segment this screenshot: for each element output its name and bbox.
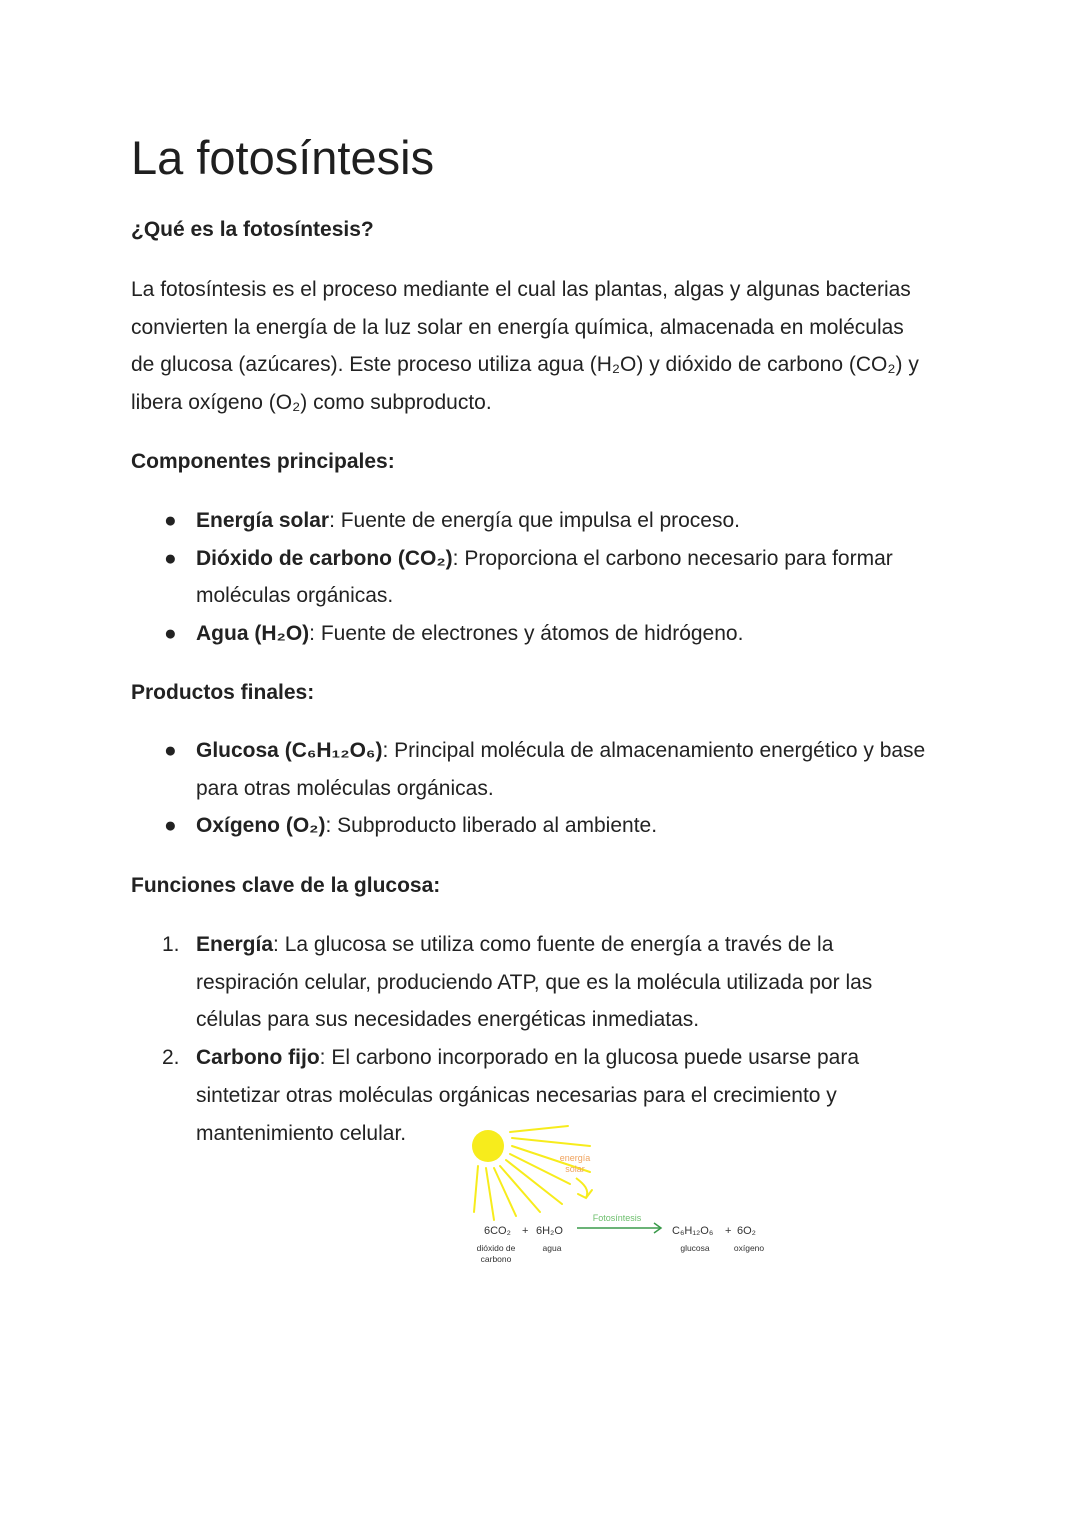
list-item — [131, 540, 961, 615]
item-text: moléculas orgánicas. — [196, 584, 394, 608]
heading-what-is: ¿Qué es la fotosíntesis? — [131, 218, 374, 241]
reactant-h2o: 6H₂O — [536, 1225, 563, 1237]
functions-list — [131, 926, 961, 1152]
process-label: Fotosíntesis — [592, 1213, 642, 1223]
page-title: La fotosíntesis — [131, 131, 435, 184]
item-term: Dióxido de carbono (CO₂) — [196, 546, 453, 570]
bullet-icon: ● — [164, 739, 177, 762]
list-number: 2. — [162, 1046, 180, 1070]
item-term: Oxígeno (O₂) — [196, 814, 326, 838]
item-term: Energía solar — [196, 509, 330, 532]
heading-components: Componentes principales: — [131, 450, 395, 473]
oxygen-name: oxígeno — [733, 1243, 765, 1253]
co2-name: dióxido de — [476, 1243, 516, 1253]
energy-arrow-head-icon — [578, 1190, 592, 1198]
intro-paragraph — [131, 271, 961, 422]
plus-sign: + — [522, 1225, 529, 1237]
item-text: : El carbono incorporado en la glucosa puede usarse para — [319, 1046, 860, 1070]
bullet-icon: ● — [164, 814, 177, 838]
reactant-co2: 6CO₂ — [484, 1225, 511, 1237]
sun-icon — [472, 1130, 504, 1162]
list-item — [131, 926, 961, 1039]
photosynthesis-diagram — [460, 1120, 780, 1270]
item-term: Glucosa (C₆H₁₂O₆) — [196, 739, 383, 762]
co2-name: carbono — [480, 1254, 512, 1264]
bullet-icon: ● — [164, 509, 177, 532]
plus-sign: + — [725, 1225, 732, 1237]
item-text: sintetizar otras moléculas orgánicas necesarias para el crecimiento y — [196, 1083, 837, 1107]
intro-line: de glucosa (azúcares). Este proceso utiliza agua (H₂O) y dióxido de carbono (CO₂) y — [131, 353, 919, 377]
item-text: : Principal molécula de almacenamiento energético y base — [382, 739, 926, 762]
item-text: : Fuente de electrones y átomos de hidrógeno. — [309, 622, 744, 646]
intro-line: convierten la energía de la luz solar en energía química, almacenada en moléculas — [131, 315, 904, 339]
components-list — [131, 502, 961, 653]
item-text: mantenimiento celular. — [196, 1121, 407, 1145]
bullet-icon: ● — [164, 546, 177, 570]
list-item — [131, 732, 961, 807]
products-list — [131, 732, 961, 845]
intro-line: La fotosíntesis es el proceso mediante el cual las plantas, algas y algunas bacterias — [131, 278, 911, 301]
item-text: : Subproducto liberado al ambiente. — [325, 814, 658, 838]
heading-functions: Funciones clave de la glucosa: — [131, 874, 441, 897]
item-term: Agua (H₂O) — [196, 622, 310, 646]
item-text: : La glucosa se utiliza como fuente de energía a través de la — [273, 933, 834, 956]
energy-label: solar — [565, 1164, 585, 1174]
item-text: respiración celular, produciendo ATP, que es la molécula utilizada por las — [196, 970, 873, 994]
list-number: 1. — [162, 933, 180, 956]
item-text: células para sus necesidades energéticas inmediatas. — [196, 1008, 700, 1032]
item-term: Energía — [196, 933, 274, 956]
list-item — [131, 615, 961, 653]
item-text: para otras moléculas orgánicas. — [196, 776, 494, 800]
item-text: : Proporciona el carbono necesario para formar — [452, 546, 893, 570]
product-glucose: C₆H₁₂O₆ — [672, 1225, 714, 1237]
energy-label: energía — [559, 1153, 591, 1163]
intro-line: libera oxígeno (O₂) como subproducto. — [131, 391, 492, 415]
glucose-name: glucosa — [680, 1243, 710, 1253]
list-item — [131, 807, 961, 845]
heading-products: Productos finales: — [131, 681, 315, 704]
product-oxygen: 6O₂ — [737, 1225, 756, 1237]
list-item — [131, 502, 961, 540]
bullet-icon: ● — [164, 622, 177, 646]
item-term: Carbono fijo — [196, 1046, 320, 1070]
item-text: : Fuente de energía que impulsa el proceso. — [329, 509, 740, 532]
h2o-name: agua — [542, 1243, 562, 1253]
